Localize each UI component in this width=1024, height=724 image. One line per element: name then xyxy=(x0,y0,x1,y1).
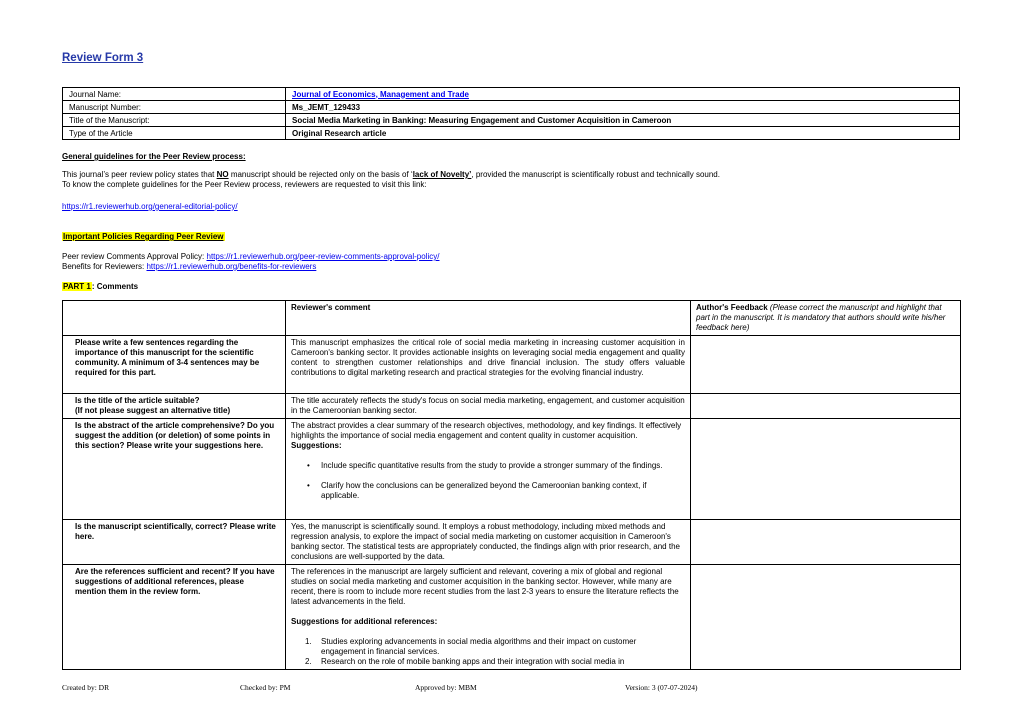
approval-policy-line xyxy=(62,252,960,262)
reviewer-comment-header: Reviewer's comment xyxy=(286,301,691,336)
bullet-marker: • xyxy=(307,461,310,470)
table-row-title-suitable xyxy=(63,394,961,419)
author-feedback-cell xyxy=(691,419,961,520)
footer-version: Version: 3 (07-07-2024) xyxy=(625,683,698,692)
comment-importance: This manuscript emphasizes the critical role of social media marketing in increasing customer acquisition in Cameroon's banking sector. It provides actionable insights on leveraging social media engagement and quality content to strengthen customer relationships and drive financial inclusion. The study offers valuable contributions to digital marketing research and practical strategies for the evolving financial industry. xyxy=(286,336,691,394)
question-references: Are the references sufficient and recent? If you have suggestions of additional references, please mention them in the review form. xyxy=(63,565,286,670)
comment-abstract xyxy=(286,419,691,520)
part1-heading xyxy=(62,282,960,291)
table-row-abstract xyxy=(63,419,961,520)
guidelines-text: , provided the manuscript is scientifically robust and technically sound. xyxy=(471,170,720,179)
general-editorial-policy-link[interactable]: https://r1.reviewerhub.org/general-editorial-policy/ xyxy=(62,202,238,211)
manuscript-title-value: Social Media Marketing in Banking: Measuring Engagement and Customer Acquisition in Cameroon xyxy=(286,114,960,127)
article-type-value: Original Research article xyxy=(286,127,960,140)
footer-created-by: Created by: DR xyxy=(62,683,110,692)
table-row-references xyxy=(63,565,961,670)
author-feedback-cell xyxy=(691,336,961,394)
part1-badge: PART 1 xyxy=(63,282,91,291)
list-item xyxy=(291,657,685,667)
comment-scientific: Yes, the manuscript is scientifically sound. It employs a robust methodology, including mixed methods and regression analysis, to explore the impact of social media marketing on customer acquisition in Cameroon's banking sector. The statistical tests are appropriately conducted, the findings align with prior research, and the conclusions are well-supported by the data. xyxy=(286,520,691,565)
benefits-link[interactable]: https://r1.reviewerhub.org/benefits-for-reviewers xyxy=(146,262,317,271)
guidelines-text: manuscript should be rejected only on the basis of ‘ xyxy=(228,170,413,179)
guidelines-paragraph xyxy=(62,170,960,190)
article-type-label: Type of the Article xyxy=(63,127,286,140)
no-emphasis: NO xyxy=(216,170,229,179)
review-comments-table xyxy=(62,300,961,670)
numbered-text: Research on the role of mobile banking apps and their integration with social media in xyxy=(321,657,625,666)
table-row xyxy=(63,127,960,140)
comment-paragraph: The abstract provides a clear summary of the research objectives, methodology, and key findings. It effectively highlights the importance of social media engagement and content quality in customer acquisition. xyxy=(291,421,682,440)
list-item xyxy=(291,637,685,657)
author-feedback-header xyxy=(691,301,961,336)
table-row-scientific xyxy=(63,520,961,565)
author-feedback-note: (Please correct the manuscript and highlight that part in the manuscript. It is mandatory that authors should write his/her feedback here) xyxy=(696,303,946,332)
comment-paragraph: The references in the manuscript are largely sufficient and relevant, covering a mix of global and regional studies on social media marketing and customer acquisition in the banking sector. However, while many are recent, there is room to include more recent studies from the last 2-3 years to ensure the literature reflects the latest advancements in the field. xyxy=(291,567,679,606)
question-line: Is the title of the article suitable? xyxy=(75,396,200,405)
guidelines-text-line2: To know the complete guidelines for the Peer Review process, reviewers are requested to visit this link: xyxy=(62,180,427,189)
approval-policy-link[interactable]: https://r1.reviewerhub.org/peer-review-comments-approval-policy/ xyxy=(206,252,440,261)
table-row xyxy=(63,114,960,127)
manuscript-number-value: Ms_JEMT_129433 xyxy=(286,101,960,114)
approval-policy-label: Peer review Comments Approval Policy: xyxy=(62,252,207,261)
benefits-label: Benefits for Reviewers: xyxy=(62,262,147,271)
list-item xyxy=(291,481,685,501)
footer-approved-by: Approved by: MBM xyxy=(415,683,477,692)
journal-name-label: Journal Name: xyxy=(63,88,286,101)
numbered-text: Studies exploring advancements in social media algorithms and their impact on customer engagement in financial services. xyxy=(321,637,637,656)
author-feedback-cell xyxy=(691,394,961,419)
list-item xyxy=(291,461,685,471)
table-row xyxy=(63,101,960,114)
table-row-importance xyxy=(63,336,961,394)
author-feedback-cell xyxy=(691,520,961,565)
manuscript-number-label: Manuscript Number: xyxy=(63,101,286,114)
suggestions-heading: Suggestions: xyxy=(291,441,342,450)
table-row xyxy=(63,88,960,101)
number-marker: 2. xyxy=(305,657,312,666)
question-scientific: Is the manuscript scientifically, correct? Please write here. xyxy=(63,520,286,565)
bullet-text: Include specific quantitative results from the study to provide a stronger summary of the findings. xyxy=(321,461,663,470)
guidelines-heading: General guidelines for the Peer Review process: xyxy=(62,152,246,161)
comment-title-suitable: The title accurately reflects the study's focus on social media marketing, engagement, and customer acquisition in the Cameroonian banking sector. xyxy=(286,394,691,419)
comment-references xyxy=(286,565,691,670)
bullet-text: Clarify how the conclusions can be generalized beyond the Cameroonian banking context, if applicable. xyxy=(321,481,647,500)
question-importance: Please write a few sentences regarding the importance of this manuscript for the scientific community. A minimum of 3-4 sentences may be required for this part. xyxy=(63,336,286,394)
bullet-marker: • xyxy=(307,481,310,490)
document-content xyxy=(62,0,960,670)
author-feedback-title: Author's Feedback xyxy=(696,303,770,312)
footer-checked-by: Checked by: PM xyxy=(240,683,291,692)
question-line: (If not please suggest an alternative title) xyxy=(75,406,231,415)
part1-rest: : Comments xyxy=(91,282,139,291)
policies-heading: Important Policies Regarding Peer Review xyxy=(63,232,224,241)
empty-header-cell xyxy=(63,301,286,336)
question-abstract: Is the abstract of the article comprehensive? Do you suggest the addition (or deletion) of some points in this section? Please write your suggestions here. xyxy=(63,419,286,520)
guidelines-text: This journal’s peer review policy states that xyxy=(62,170,217,179)
number-marker: 1. xyxy=(305,637,312,646)
manuscript-title-label: Title of the Manuscript: xyxy=(63,114,286,127)
journal-name-link[interactable]: Journal of Economics, Management and Trade xyxy=(292,89,469,99)
manuscript-info-table xyxy=(62,87,960,140)
lack-of-novelty-emphasis: lack of Novelty’ xyxy=(412,170,472,179)
question-title-suitable xyxy=(63,394,286,419)
suggestions-heading: Suggestions for additional references: xyxy=(291,617,438,626)
page-title: Review Form 3 xyxy=(62,52,144,64)
author-feedback-cell xyxy=(691,565,961,670)
benefits-line xyxy=(62,262,960,272)
table-header-row xyxy=(63,301,961,336)
